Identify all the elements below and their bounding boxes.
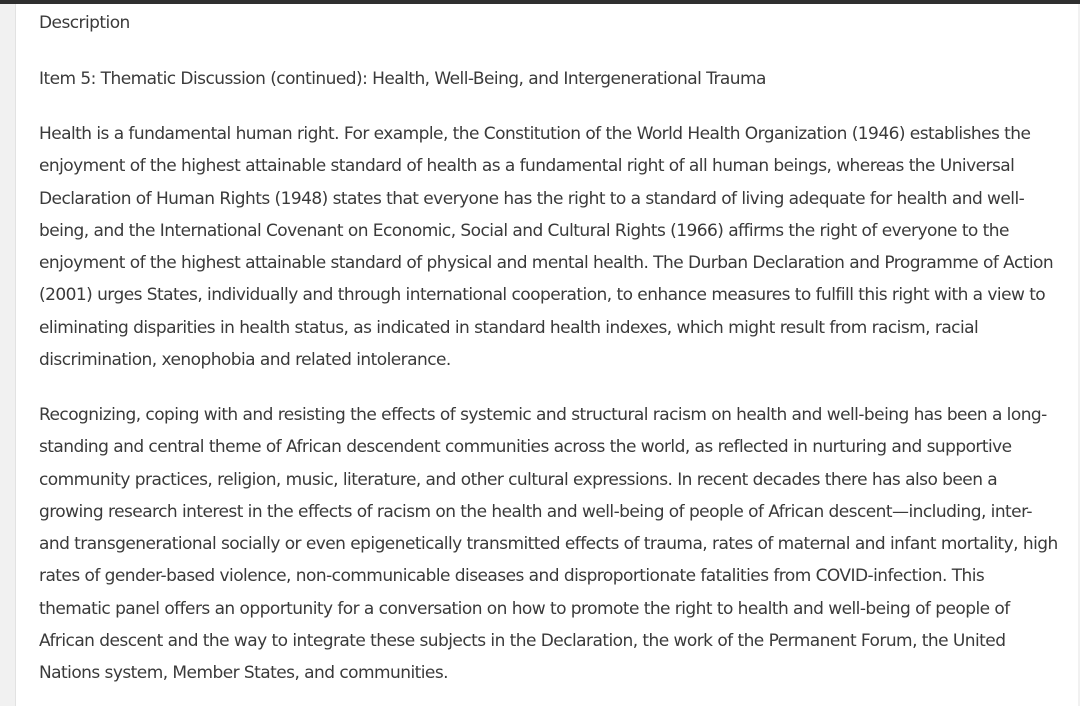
paragraph-racism-effects: Recognizing, coping with and resisting the effects of systemic and structural racism on health and well-being has been a long-standing and central theme of African descendent communities across the world, as reflected in nurturing and supportive community practices, religion, music, literature, and other cultural expressions. In recent decades there has also been a growing research interest in the effects of racism on the health and well-being of people of African descent—including, inter- and transgenerational socially or even epigenetically transmitted effects of trauma, rates of maternal and infant mortality, high rates of gender-based violence, non-communicable diseases and disproportionate fatalities from COVID-infection. This thematic panel offers an opportunity for a conversation on how to promote the right to health and well-being of people of African descent and the way to integrate these subjects in the Declaration, the work of the Permanent Forum, the United Nations system, Member States, and communities. (39, 405, 1058, 684)
item-title: Item 5: Thematic Discussion (continued): Health, Well-Being, and Intergenerational Trauma (39, 69, 766, 89)
paragraph-health-rights: Health is a fundamental human right. For example, the Constitution of the World Health Organization (1946) establishes the enjoyment of the highest attainable standard of health as a fundamental right of all human beings, whereas the Universal Declaration of Human Rights (1948) states that everyone has the right to a standard of living adequate for health and well-being, and the International Covenant on Economic, Social and Cultural Rights (1966) affirms the right of everyone to the enjoyment of the highest attainable standard of physical and mental health. The Durban Declaration and Programme of Action (2001) urges States, individually and through international cooperation, to enhance measures to fulfill this right with a view to eliminating disparities in health status, as indicated in standard health indexes, which might result from racism, racial discrimination, xenophobia and related intolerance. (39, 124, 1054, 371)
section-label: Description (39, 13, 130, 33)
description-panel (15, 4, 1078, 706)
